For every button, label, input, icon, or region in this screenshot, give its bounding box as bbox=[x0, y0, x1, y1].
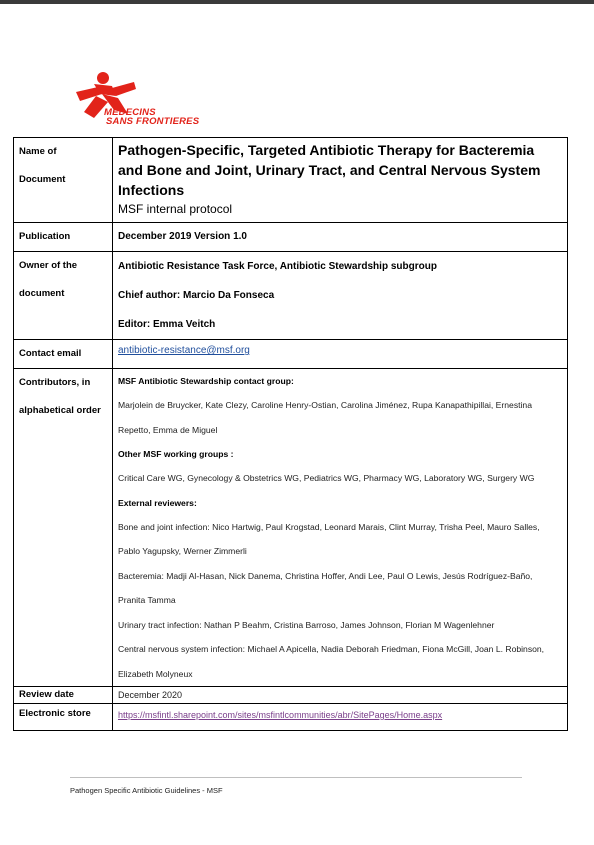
document-info-table bbox=[13, 137, 568, 731]
urinary-reviewers: Urinary tract infection: Nathan P Beahm, Cristina Barroso, James Johnson, Florian M Wagenlehner bbox=[118, 619, 495, 630]
footer-divider bbox=[70, 777, 522, 778]
stewardship-heading: MSF Antibiotic Stewardship contact group: bbox=[118, 376, 294, 386]
label-publication: Publication bbox=[14, 223, 113, 252]
label-owner-line-1: Owner of the bbox=[19, 260, 78, 271]
logo-line-1: MEDECINS bbox=[104, 107, 156, 118]
label-contributors bbox=[14, 369, 113, 687]
value-review-date: December 2020 bbox=[113, 687, 568, 704]
value-electronic-store bbox=[113, 704, 568, 731]
row-name-of-document bbox=[14, 138, 568, 223]
bacteremia-reviewers: Bacteremia: Madji Al-Hasan, Nick Danema, Christina Hoffer, Andi Lee, Paul O Lewis, Jesús Rodríguez-Baño, Pranita Tamma bbox=[118, 570, 533, 605]
logo-line-2: SANS FRONTIERES bbox=[106, 116, 200, 127]
label-contributors-line-1: Contributors, in bbox=[19, 377, 91, 388]
label-owner bbox=[14, 252, 113, 340]
stewardship-names: Marjolein de Bruycker, Kate Clezy, Caroline Henry-Ostian, Carolina Jiménez, Rupa Kanapathipillai, Ernestina Repetto, Emma de Miguel bbox=[118, 400, 532, 435]
value-owner bbox=[113, 252, 568, 340]
row-review-date bbox=[14, 687, 568, 704]
page-top-border bbox=[0, 0, 594, 4]
label-review-date: Review date bbox=[14, 687, 113, 704]
page-footer: Pathogen Specific Antibiotic Guidelines - MSF bbox=[70, 786, 223, 795]
working-groups-names: Critical Care WG, Gynecology & Obstetrics WG, Pediatrics WG, Pharmacy WG, Laboratory WG, Surgery WG bbox=[118, 473, 535, 483]
row-contact bbox=[14, 340, 568, 369]
row-contributors bbox=[14, 369, 568, 687]
msf-logo-text bbox=[104, 108, 199, 126]
contact-email-link[interactable]: antibiotic-resistance@msf.org bbox=[118, 345, 250, 356]
owner-group: Antibiotic Resistance Task Force, Antibiotic Stewardship subgroup bbox=[118, 261, 437, 272]
value-publication: December 2019 Version 1.0 bbox=[113, 223, 568, 252]
label-electronic-store: Electronic store bbox=[14, 704, 113, 731]
editor: Editor: Emma Veitch bbox=[118, 319, 216, 330]
external-reviewers-heading: External reviewers: bbox=[118, 497, 197, 508]
row-owner bbox=[14, 252, 568, 340]
label-name-line-1: Name of bbox=[19, 146, 57, 157]
chief-author: Chief author: Marcio Da Fonseca bbox=[118, 290, 275, 301]
value-name-of-document bbox=[113, 138, 568, 223]
working-groups-heading: Other MSF working groups : bbox=[118, 449, 234, 459]
label-contributors-line-2: alphabetical order bbox=[19, 405, 101, 416]
label-name-line-2: Document bbox=[19, 174, 66, 185]
electronic-store-link[interactable]: https://msfintl.sharepoint.com/sites/msfintlcommunities/abr/SitePages/Home.aspx bbox=[118, 710, 443, 720]
row-electronic-store bbox=[14, 704, 568, 731]
value-contact-email bbox=[113, 340, 568, 369]
cns-reviewers: Central nervous system infection: Michael A Apicella, Nadia Deborah Friedman, Fiona McGill, Joan L. Robinson, Elizabeth Molyneux bbox=[118, 644, 545, 679]
document-subtitle: MSF internal protocol bbox=[118, 202, 233, 216]
row-publication bbox=[14, 223, 568, 252]
label-name-of-document bbox=[14, 138, 113, 223]
document-title: Pathogen-Specific, Targeted Antibiotic Therapy for Bacteremia and Bone and Joint, Urinary Tract, and Central Nervous System Infections bbox=[118, 142, 541, 198]
label-contact-email: Contact email bbox=[14, 340, 113, 369]
value-contributors bbox=[113, 369, 568, 687]
bone-joint-reviewers: Bone and joint infection: Nico Hartwig, Paul Krogstad, Leonard Marais, Clint Murray, Trisha Peel, Mauro Salles, Pablo Yagupsky, Werner Zimmerli bbox=[118, 521, 540, 556]
label-owner-line-2: document bbox=[19, 288, 65, 299]
